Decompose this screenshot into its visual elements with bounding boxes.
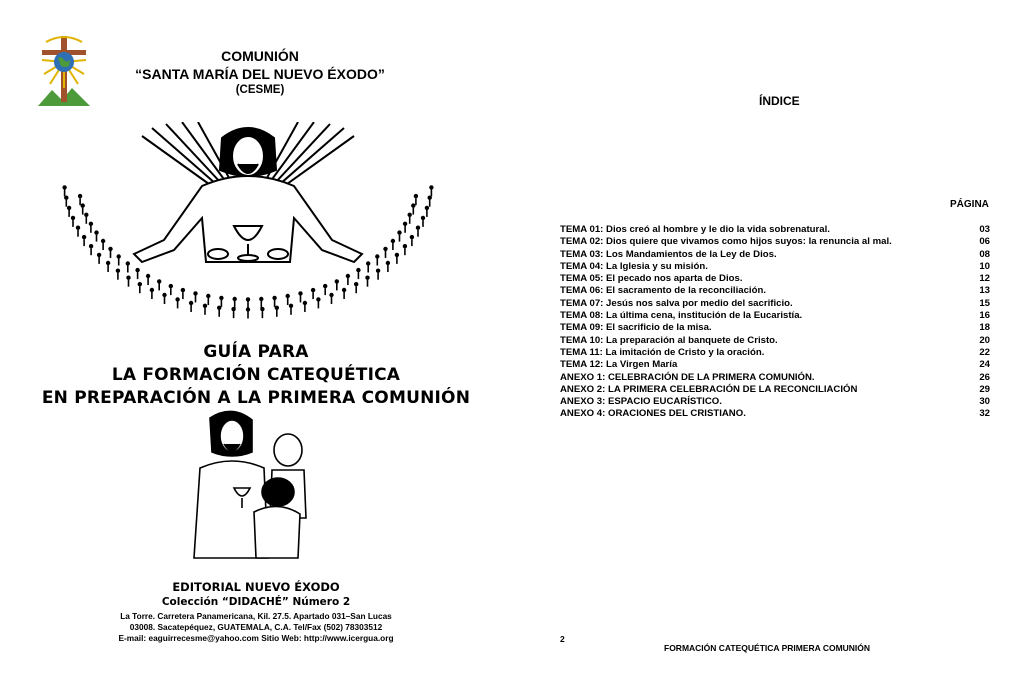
crowd-person-head [157,279,161,283]
crowd-person-head [189,301,193,305]
crowd-person-head [416,226,420,230]
crowd-person-head [272,296,276,300]
toc-entry [560,359,990,371]
toc-entry [560,310,990,322]
crowd-person-head [116,269,120,273]
toc-entry-label: TEMA 01: Dios creó al hombre y le dio la vida sobrenatural. [560,224,830,235]
address-line2: 03008. Sacatepéquez, GUATEMALA, C.A. Tel/Fax (502) 78303512 [129,622,383,632]
crowd-person-head [106,261,110,265]
crowd-person-head [425,206,429,210]
org-name-line2: “SANTA MARÍA DEL NUEVO ÉXODO” [135,66,385,82]
crowd-person-head [217,306,221,310]
crowd-person-head [335,279,339,283]
toc-entry-page: 29 [979,383,990,395]
toc-entry-label: TEMA 12: La Virgen María [560,359,678,371]
toc-entry-label: ANEXO 3: ESPACIO EUCARÍSTICO. [560,396,722,408]
guide-title-line2: LA FORMACIÓN CATEQUÉTICA [111,365,401,385]
toc-entry-page: 12 [979,273,990,285]
crowd-person-head [397,230,401,234]
toc-entry [560,322,990,334]
guide-title-line1: GUÍA PARA [203,342,309,362]
toc-entry [560,372,990,384]
toc-entry-page: 30 [979,396,990,408]
crowd-person-head [411,203,415,207]
toc-entry-label: TEMA 05: El pecado nos aparta de Dios. [560,273,743,285]
page-number: 2 [560,634,565,644]
toc-entry-page: 24 [979,359,990,371]
crowd-person-head [203,304,207,308]
toc-entry-label: TEMA 11: La imitación de Cristo y la oración. [560,346,765,358]
crowd-person-head [108,247,112,251]
crowd-person-head [286,294,290,298]
toc-entry [560,347,990,359]
address-line1: La Torre. Carretera Panamericana, Kil. 27.5. Apartado 031–San Lucas [120,611,392,621]
crowd-person-head [181,288,185,292]
toc-entry-label: ANEXO 1: CELEBRACIÓN DE LA PRIMERA COMUNIÓN. [560,371,815,383]
toc-entry-label: ANEXO 2: LA PRIMERA CELEBRACIÓN DE LA RECONCILIACIÓN [560,383,858,395]
crowd-person-head [146,274,150,278]
crowd-person-head [71,216,75,220]
crowd-person-head [219,296,223,300]
toc-entry-label: TEMA 06: El sacramento de la reconciliación. [560,285,766,297]
toc-entry-label: TEMA 09: El sacrificio de la misa. [560,322,712,334]
crowd-person-head [206,294,210,298]
crowd-person-head [289,304,293,308]
toc-entry [560,224,990,236]
crowd-person-head [89,244,93,248]
publisher-name: EDITORIAL NUEVO ÉXODO [172,580,340,594]
crowd-person-head [64,196,68,200]
contact-line: E-mail: eaguirrecesme@yahoo.com Sitio Web: http://www.icergua.org [118,633,394,643]
crowd-person-head [365,276,369,280]
crowd-person-head [323,284,327,288]
toc-entry-page: 10 [979,260,990,272]
crowd-person-head [81,203,85,207]
crowd-person-head [383,247,387,251]
table-of-contents [560,224,990,421]
toc-entry-page: 06 [979,236,990,248]
crowd-person-head [169,284,173,288]
toc-entry-label: TEMA 02: Dios quiere que vivamos como hijos suyos: la renuncia al mal. [560,236,892,248]
crowd-person-head [421,216,425,220]
crowd-person-head [175,297,179,301]
crowd-person-head [375,254,379,258]
crowd-person-head [117,254,121,258]
crowd-person-head [298,291,302,295]
crowd-person-head [259,297,263,301]
toc-entry-label: TEMA 10: La preparación al banquete de Cristo. [560,334,778,346]
crowd-person-head [354,282,358,286]
toc-entry [560,261,990,273]
child2-hair [262,478,294,506]
crowd-person-head [395,253,399,257]
crowd-person-head [408,213,412,217]
crowd-person-head [346,274,350,278]
communion-illustration [180,408,320,576]
crowd-person-head [316,297,320,301]
toc-entry-page: 20 [979,334,990,346]
crowd-person-head [429,185,433,189]
page-column-header: PÁGINA [950,199,989,210]
crowd-person-head [366,261,370,265]
crowd-person-head [97,253,101,257]
child1-head [274,434,302,466]
last-supper-illustration [62,122,434,322]
cesme-logo-icon [36,30,92,114]
index-title: ÍNDICE [759,94,800,108]
crowd-person-head [126,276,130,280]
toc-entry-label: ANEXO 4: ORACIONES DEL CRISTIANO. [560,408,746,420]
crowd-person-head [356,268,360,272]
crowd-person-head [246,297,250,301]
crowd-person-head [94,230,98,234]
toc-entry-page: 22 [979,346,990,358]
toc-entry-page: 15 [979,297,990,309]
crowd-person-head [275,306,279,310]
crowd-person-head [67,206,71,210]
crowd-person-head [391,239,395,243]
toc-entry-label: TEMA 08: La última cena, institución de la Eucaristía. [560,310,803,322]
crowd-person-head [342,288,346,292]
running-footer: FORMACIÓN CATEQUÉTICA PRIMERA COMUNIÓN [664,643,871,653]
toc-entry-page: 32 [979,408,990,420]
guide-title-line3: EN PREPARACIÓN A LA PRIMERA COMUNIÓN [41,388,471,408]
toc-entry [560,249,990,261]
toc-entry-page: 03 [979,224,990,235]
toc-entry [560,396,990,408]
crowd-person-head [233,297,237,301]
org-acronym: (CESME) [235,84,285,96]
crowd-person-head [82,235,86,239]
toc-entry-page: 18 [979,322,990,334]
crowd-person-head [162,293,166,297]
crowd-person-head [101,239,105,243]
crowd-person-head [329,293,333,297]
toc-entry [560,335,990,347]
toc-entry-label: TEMA 03: Los Mandamientos de la Ley de Dios. [560,248,777,260]
crowd-person-head [311,288,315,292]
crowd-person-head [84,213,88,217]
toc-entry [560,298,990,310]
crowd-person-head [376,269,380,273]
toc-entry-page: 16 [979,310,990,322]
collection-name: Colección “DIDACHÉ” Número 2 [161,596,351,608]
crowd-person-head [62,185,66,189]
toc-entry [560,408,990,420]
crowd-person-head [403,222,407,226]
crowd-person-head [135,268,139,272]
crowd-person-head [150,288,154,292]
org-name-line1: COMUNIÓN [221,48,299,64]
toc-entry-label: TEMA 04: La Iglesia y su misión. [560,260,708,272]
crowd-person-head [138,282,142,286]
crowd-person-head [303,301,307,305]
toc-entry [560,285,990,297]
toc-entry [560,273,990,285]
toc-entry [560,384,990,396]
crowd-person-head [246,307,250,311]
toc-entry-label: TEMA 07: Jesús nos salva por medio del sacrificio. [560,297,793,309]
crowd-person-head [414,194,418,198]
jesus-figure [134,128,362,262]
crowd-person-head [231,307,235,311]
crowd-person-head [260,307,264,311]
crowd-person-head [410,235,414,239]
toc-entry-page: 13 [979,285,990,297]
toc-entry-page: 26 [979,371,990,383]
crowd-person-head [126,261,130,265]
crowd-person-head [78,194,82,198]
toc-entry [560,236,990,248]
crowd-person-head [193,291,197,295]
crowd-person-head [403,244,407,248]
crowd-person-head [89,222,93,226]
child2-body [254,506,300,558]
index-page [512,0,1024,674]
crowd-person-head [76,226,80,230]
toc-entry-page: 08 [979,248,990,260]
crowd-person-head [386,261,390,265]
